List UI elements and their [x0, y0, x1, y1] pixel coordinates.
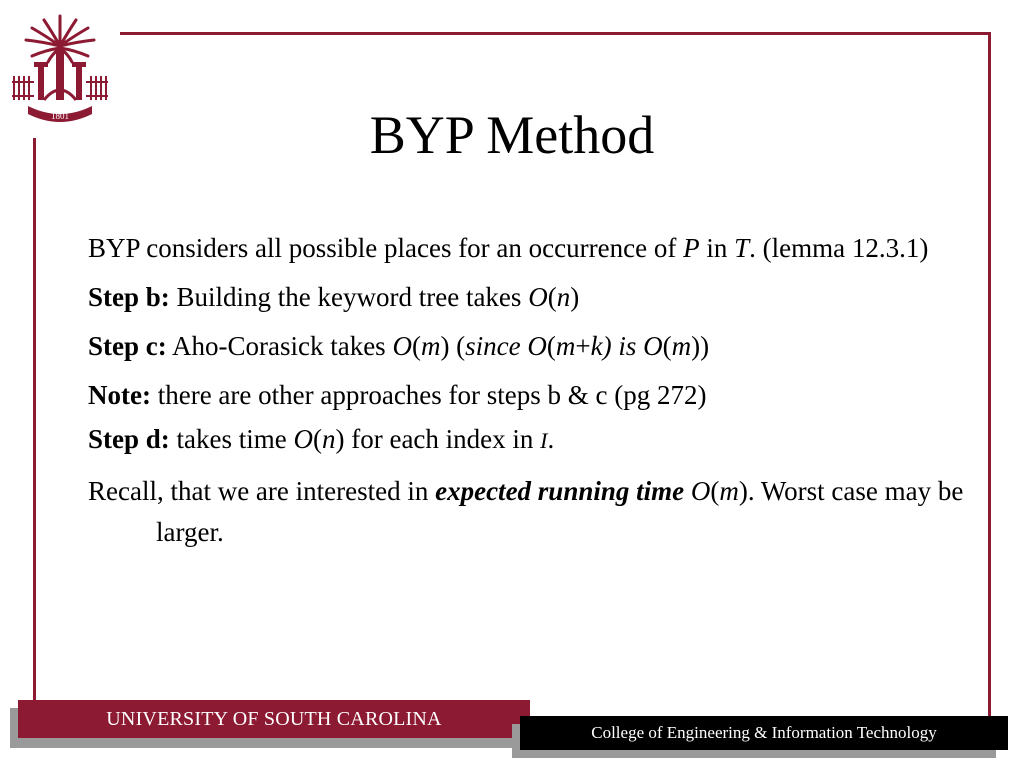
text-segment: )	[570, 282, 580, 312]
text-segment: takes time	[169, 424, 294, 454]
plus-symbol: +	[575, 331, 591, 361]
text-segment: ) for each index in	[335, 424, 541, 454]
logo-year: 1801	[51, 111, 69, 121]
variable-t: T	[734, 233, 750, 263]
set-i: I	[540, 428, 548, 453]
variable-m: m	[671, 331, 692, 361]
big-o-symbol: O	[528, 282, 548, 312]
step-d-label: Step d:	[88, 424, 170, 454]
paragraph-step-b	[88, 277, 968, 318]
frame-top-line	[120, 32, 991, 35]
paragraph-step-c	[88, 326, 968, 367]
text-segment: (	[546, 331, 556, 361]
frame-left-line	[33, 138, 36, 703]
text-segment: .	[547, 424, 555, 454]
variable-n: n	[321, 424, 336, 454]
text-segment: (	[547, 282, 557, 312]
text-segment: (	[411, 331, 421, 361]
text-segment: (	[710, 476, 720, 506]
step-c-label: Step c:	[88, 331, 167, 361]
text-segment: BYP considers all possible places for an occurrence of	[88, 233, 684, 263]
college-name: College of Engineering & Information Technology	[591, 723, 937, 742]
expected-running-time-emphasis: expected running time	[435, 476, 685, 506]
text-segment: (	[312, 424, 322, 454]
college-banner	[520, 716, 1008, 750]
variable-p: P	[683, 233, 700, 263]
k-is-text: k) is O	[590, 331, 663, 361]
paragraph-recall	[88, 471, 968, 553]
big-o-symbol: O	[293, 424, 313, 454]
paragraph-step-d	[88, 419, 968, 461]
text-segment: ). Worst case may be larger.	[156, 476, 964, 547]
university-banner	[18, 700, 530, 738]
slide-title: BYP Method	[369, 105, 655, 165]
text-segment: in	[699, 233, 735, 263]
note-label: Note:	[88, 380, 151, 410]
text-segment: ) (	[440, 331, 466, 361]
text-segment: Aho-Corasick takes	[166, 331, 393, 361]
text-segment: ))	[691, 331, 710, 361]
text-segment: Building the keyword tree takes	[169, 282, 529, 312]
text-segment: Recall, that we are interested in	[88, 476, 436, 506]
text-segment	[684, 476, 691, 506]
paragraph-byp-considers	[88, 228, 968, 269]
text-segment: . (lemma 12.3.1)	[749, 233, 929, 263]
variable-m: m	[719, 476, 739, 506]
big-o-symbol: O	[690, 476, 711, 506]
text-segment: there are other approaches for steps b & c (pg 272)	[150, 380, 707, 410]
step-b-label: Step b:	[88, 282, 170, 312]
university-name: UNIVERSITY OF SOUTH CAROLINA	[106, 707, 442, 730]
variable-m: m	[420, 331, 441, 361]
variable-m: m	[555, 331, 576, 361]
slide-body	[88, 228, 968, 553]
variable-n: n	[556, 282, 571, 312]
text-segment: (	[662, 331, 672, 361]
big-o-symbol: O	[392, 331, 412, 361]
paragraph-note	[88, 375, 968, 416]
since-text: since O	[465, 331, 547, 361]
